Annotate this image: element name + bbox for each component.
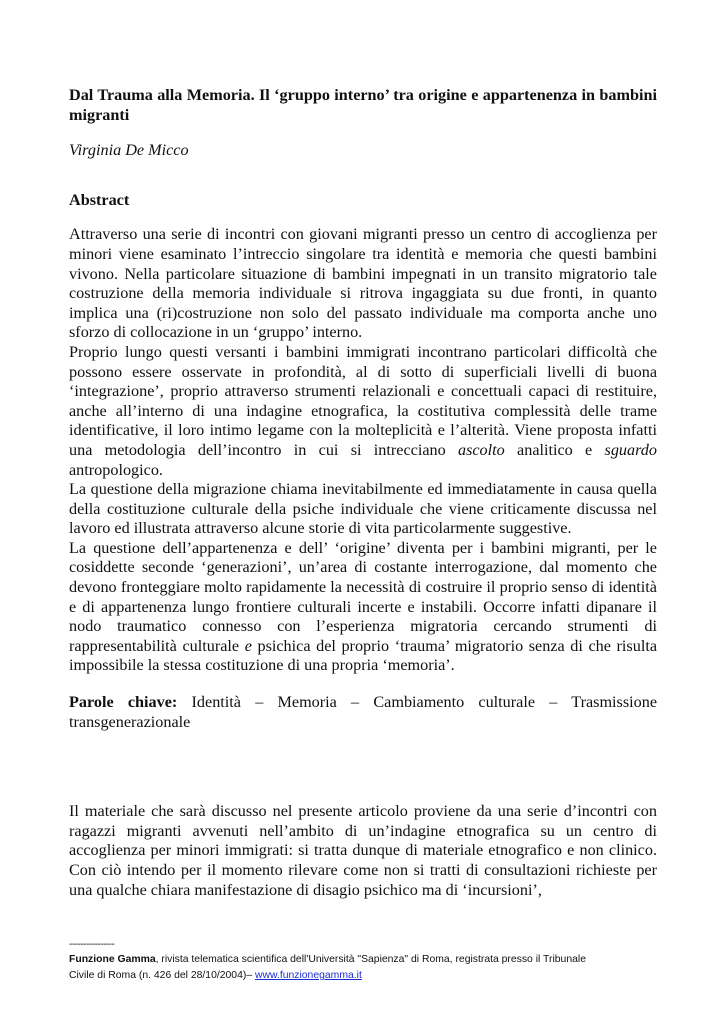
- abstract-p4-text-a: La questione dell’appartenenza e dell’ ‘origine’ diventa per i bambini migranti, per le cosiddette seconde ‘generazioni’, un’area di costante interrogazione, dal momento che devono fronteggiare molto rapidamente la necessità di costruire il proprio senso di identità e di appartenenza lungo frontiere culturali incerte e instabili. Occorre infatti dipanare il nodo traumatico connesso con l’esperienza migratoria cercando strumenti di rappresentabilità culturale: [69, 538, 657, 655]
- article-author: Virginia De Micco: [69, 141, 189, 160]
- abstract-paragraph-2: [69, 343, 657, 480]
- abstract-p4-text-b: psichica del proprio ‘trauma’ migratorio senza di che risulta impossibile la stessa costituzione di una propria ‘memoria’.: [69, 636, 657, 675]
- body-paragraph-1: Il materiale che sarà discusso nel presente articolo proviene da una serie d’incontri con ragazzi migranti avvenuti nell’ambito di un’indagine etnografica su un centro di accoglienza per minori immigrati: si tratta dunque di materiale etnografico e non clinico. Con ciò intendo per il momento rilevare come non si tratti di consultazioni richieste per una qualche chiara manifestazione di disagio psichico ma di ‘incursioni’,: [69, 802, 657, 899]
- keywords-list: Identità – Memoria – Cambiamento culturale – Trasmissione transgenerazionale: [69, 693, 657, 731]
- footnote-rule: ----------------: [69, 939, 115, 950]
- abstract-p2-emphasis-ascolto: ascolto: [457, 440, 505, 459]
- abstract-p2-text-c: antropologico.: [69, 460, 163, 479]
- article-page: [69, 86, 657, 900]
- journal-website-link[interactable]: www.funzionegamma.it: [255, 970, 362, 981]
- abstract-paragraph-3: La questione della migrazione chiama inevitabilmente ed immediatamente in causa quella della costituzione culturale della psiche individuale che viene criticamente discussa nel lavoro ed illustrata attraverso alcune storie di vita particolarmente suggestive.: [69, 480, 657, 538]
- keywords: [69, 693, 657, 732]
- footer-line-1: [69, 952, 669, 968]
- keywords-label: Parole chiave:: [69, 693, 178, 712]
- abstract-p2-emphasis-sguardo: sguardo: [604, 440, 657, 459]
- footer-line-2: [69, 968, 669, 984]
- abstract-paragraph-4: [69, 539, 657, 676]
- abstract-p4-emphasis-e: e: [244, 636, 252, 655]
- abstract-p2-text-b: analitico e: [504, 440, 605, 459]
- footer-line-2-text: Civile di Roma (n. 426 del 28/10/2004)–: [69, 970, 255, 981]
- page-footer: [69, 938, 669, 984]
- article-title: Dal Trauma alla Memoria. Il ‘gruppo interno’ tra origine e appartenenza in bambini migranti: [69, 86, 657, 124]
- abstract-heading: Abstract: [69, 190, 130, 209]
- journal-name: Funzione Gamma: [69, 954, 156, 965]
- abstract-p2-text-a: Proprio lungo questi versanti i bambini immigrati incontrano particolari difficoltà che possono essere osservate in profondità, al di sotto di superficiali livelli di buona ‘integrazione’, proprio attraverso strumenti relazionali e concettuali capaci di restituire, anche all’interno di una indagine etnografica, la costitutiva complessità delle trame identificative, il loro intimo legame con la molteplicità e l’alterità. Viene proposta infatti una metodologia dell’incontro in cui si intrecciano: [69, 342, 657, 459]
- abstract-body: [69, 225, 657, 676]
- abstract-paragraph-1: Attraverso una serie di incontri con giovani migranti presso un centro di accoglienza per minori viene esaminato l’intreccio singolare tra identità e memoria che questi bambini vivono. Nella particolare situazione di bambini impegnati in un transito migratorio tale costruzione della memoria individuale si ritrova ingaggiata su due fronti, in quanto implica una (ri)costruzione non solo del passato individuale ma comporta anche uno sforzo di collocazione in un ‘gruppo’ interno.: [69, 225, 657, 342]
- footer-line-1-text: , rivista telematica scientifica dell'Università "Sapienza" di Roma, registrata presso il Tribunale: [155, 954, 586, 965]
